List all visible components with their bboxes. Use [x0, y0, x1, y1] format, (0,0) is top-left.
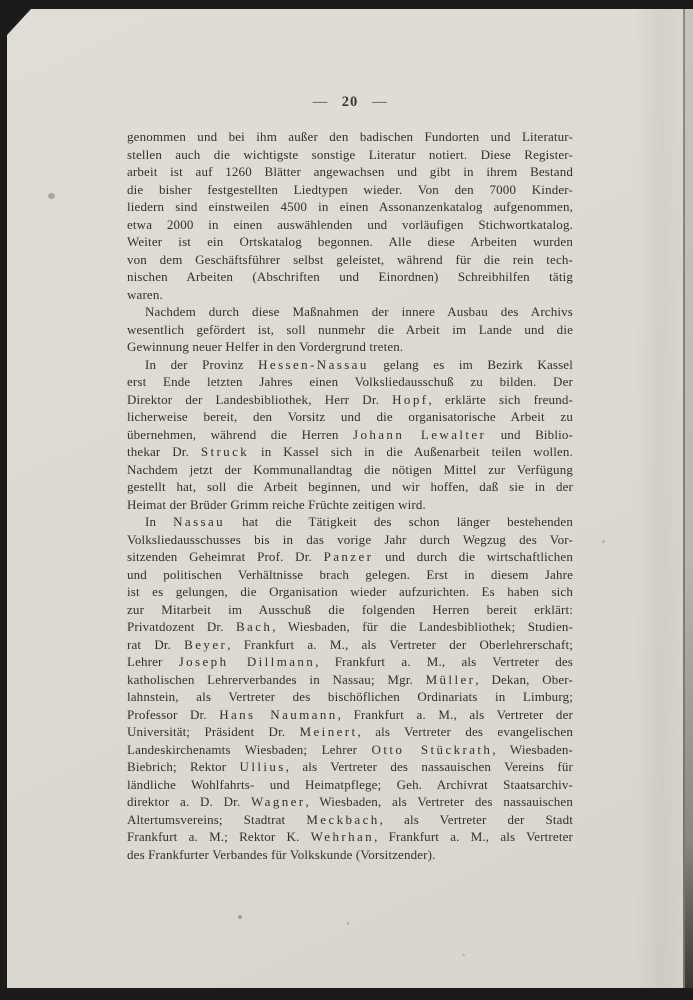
text-segment: , Wiesbaden, als Vertreter des nassauischen — [305, 794, 573, 809]
spaced-name: Ullius — [239, 759, 286, 774]
text-line — [127, 496, 573, 514]
text-line — [127, 198, 573, 216]
page-stack-edge — [685, 9, 693, 988]
text-line — [127, 216, 573, 234]
text-segment: rat Dr. — [127, 636, 185, 652]
text-block — [127, 128, 573, 863]
text-segment: , als Vertreter der Stadt — [379, 811, 573, 827]
text-segment: des Frankfurter Verbandes für Volkskunde (Vorsitzender). — [127, 846, 436, 862]
paragraph — [127, 303, 573, 356]
text-line — [127, 128, 573, 146]
text-line — [127, 601, 573, 619]
text-segment: In — [145, 514, 174, 529]
text-segment: direktor a. D. Dr. — [127, 794, 252, 809]
paper-speck — [347, 922, 349, 925]
paper-speck — [48, 193, 55, 199]
text-line — [127, 461, 573, 479]
text-line — [127, 513, 573, 531]
text-line — [127, 636, 573, 654]
paper-speck — [238, 915, 242, 919]
paper-speck — [602, 540, 605, 543]
text-segment: Nachdem durch diese Maßnahmen der innere Ausbau des Archivs — [145, 304, 573, 319]
text-segment: wesentlich gefördert ist, soll nunmehr die Arbeit im Lande und die — [127, 321, 573, 337]
text-segment: Landeskirchenamts Wiesbaden; Lehrer — [127, 741, 372, 757]
text-segment: thekar Dr. — [127, 444, 201, 459]
text-segment: waren. — [127, 286, 163, 302]
text-line — [127, 478, 573, 496]
text-line — [127, 671, 573, 689]
text-segment: , Dekan, Ober- — [475, 671, 573, 687]
text-segment: Direktor der Landesbibliothek, Herr Dr. — [127, 391, 393, 407]
text-segment: übernehmen, während die Herren — [127, 426, 353, 442]
text-line — [127, 181, 573, 199]
text-line — [127, 776, 573, 794]
spaced-name: Joseph Dillmann — [178, 654, 316, 669]
text-segment: gelang es im Bezirk Kassel — [368, 356, 573, 372]
text-segment: sitzenden Geheimrat Prof. Dr. — [127, 549, 324, 564]
text-line — [127, 356, 573, 374]
text-line — [127, 566, 573, 584]
text-segment: liedern sind einstweilen 4500 in einen Assonanzenkatalog aufgenommen, — [127, 199, 573, 214]
paragraph — [127, 356, 573, 514]
paragraph — [127, 128, 573, 303]
spaced-name: Struck — [200, 444, 250, 459]
text-segment: Lehrer — [127, 654, 179, 669]
page-header — [127, 94, 573, 111]
spaced-name: Wehrhan — [310, 829, 375, 844]
text-segment: ländliche Wohlfahrts- und Heimatpflege; Geh. Archivrat Staatsarchiv- — [127, 776, 573, 792]
text-line — [127, 688, 573, 706]
text-line — [127, 846, 573, 864]
text-line — [127, 426, 573, 444]
header-dash-left: — — [312, 94, 328, 110]
paragraph — [127, 513, 573, 863]
text-segment: Volksliedausschusses bis in das vorige Jahr durch Wegzug des Vor- — [127, 531, 573, 547]
text-segment: , Frankfurt a. M., als Vertreter des — [315, 654, 573, 669]
text-line — [127, 828, 573, 846]
spaced-name: Nassau — [173, 514, 226, 529]
text-line — [127, 758, 573, 776]
text-segment: katholischen Lehrerverbandes in Nassau; Mgr. — [127, 671, 426, 687]
spaced-name: Hans Naumann — [219, 706, 338, 722]
text-segment: von dem Geschäftsführer selbst geleistet, während für die rein tech- — [127, 251, 573, 267]
text-segment: , Frankfurt a. M., als Vertreter der — [337, 706, 573, 722]
book-page — [7, 9, 683, 988]
page-number: 20 — [341, 94, 359, 110]
text-segment: , Wiesbaden, für die Landesbibliothek; Studien- — [272, 619, 573, 634]
text-line — [127, 618, 573, 636]
text-line — [127, 706, 573, 724]
text-line — [127, 373, 573, 391]
text-segment: , Frankfurt a. M., als Vertreter der Oberlehrerschaft; — [227, 636, 573, 652]
text-line — [127, 303, 573, 321]
text-segment: erst Ende letzten Jahres einen Volksliedausschuß zu bilden. Der — [127, 374, 573, 389]
text-line — [127, 391, 573, 409]
text-segment: genommen und bei ihm außer den badischen Fundorten und Literatur- — [127, 129, 573, 144]
text-segment: und durch die wirtschaftlichen — [373, 549, 573, 564]
text-segment: hat die Tätigkeit des schon länger bestehenden — [225, 514, 573, 529]
text-segment: Weiter ist ein Ortskatalog begonnen. Alle diese Arbeiten wurden — [127, 234, 573, 249]
text-segment: Privatdozent Dr. — [127, 619, 236, 634]
text-line — [127, 723, 573, 741]
text-line — [127, 233, 573, 251]
text-line — [127, 321, 573, 339]
text-segment: , Frankfurt a. M., als Vertreter — [374, 829, 573, 844]
spaced-name: Bach — [235, 619, 273, 634]
text-line — [127, 163, 573, 181]
text-segment: Universität; Präsident Dr. — [127, 724, 300, 739]
text-line — [127, 741, 573, 759]
text-segment: , erklärte sich freund- — [428, 391, 573, 407]
text-line — [127, 793, 573, 811]
text-line — [127, 583, 573, 601]
text-segment: lahnstein, als Vertreter des bischöflichen Ordinariats in Limburg; — [127, 689, 573, 704]
text-segment: die bisher festgestellten Liedtypen wieder. Von den 7000 Kinder- — [127, 181, 573, 197]
text-segment: Altertumsvereins; Stadtrat — [127, 811, 307, 827]
spaced-name: Wagner — [251, 794, 306, 809]
spaced-name: Hopf — [392, 391, 429, 407]
text-segment: Gewinnung neuer Helfer in den Vordergrund treten. — [127, 339, 404, 354]
text-segment: , Wiesbaden- — [492, 741, 573, 757]
spaced-name: Beyer — [184, 636, 228, 652]
text-line — [127, 531, 573, 549]
text-segment: Professor Dr. — [127, 706, 220, 722]
text-line — [127, 548, 573, 566]
text-segment: zur Mitarbeit im Ausschuß die folgenden Herren bereit erklärt: — [127, 601, 573, 617]
text-segment: gestellt hat, soll die Arbeit beginnen, und wir hoffen, daß sie in der — [127, 479, 573, 494]
text-line — [127, 443, 573, 461]
text-line — [127, 251, 573, 269]
text-segment: arbeit ist auf 1260 Blätter angewachsen und gibt in ihrem Bestand — [127, 164, 573, 179]
spaced-name: Panzer — [323, 549, 374, 564]
header-dash-right: — — [372, 94, 388, 110]
text-segment: nischen Arbeiten (Abschriften und Einordnen) Schreibhilfen tätig — [127, 269, 573, 284]
text-line — [127, 268, 573, 286]
text-segment: Heimat der Brüder Grimm reiche Früchte zeitigen wird. — [127, 496, 426, 512]
spaced-name: Hessen-Nassau — [258, 356, 369, 372]
text-segment: licherweise bereit, den Vorsitz und die organisatorische Arbeit zu — [127, 409, 573, 424]
spaced-name: Meinert — [299, 724, 358, 739]
text-segment: Frankfurt a. M.; Rektor K. — [127, 829, 311, 844]
text-segment: ist es gelungen, die Organisation wieder aufzurichten. Es haben sich — [127, 584, 573, 599]
text-line — [127, 338, 573, 356]
text-line — [127, 811, 573, 829]
spaced-name: Otto Stückrath — [371, 741, 493, 757]
spaced-name: Meckbach — [306, 811, 380, 827]
text-segment: Nachdem jetzt der Kommunallandtag die nötigen Mittel zur Verfügung — [127, 461, 573, 477]
spaced-name: Müller — [425, 671, 476, 687]
text-line — [127, 408, 573, 426]
text-segment: In der Provinz — [145, 356, 259, 372]
text-line — [127, 146, 573, 164]
text-line — [127, 653, 573, 671]
text-segment: Biebrich; Rektor — [127, 759, 240, 774]
text-segment: , als Vertreter des nassauischen Vereins für — [285, 759, 573, 774]
page-corner-cut — [7, 9, 31, 35]
text-segment: , als Vertreter des evangelischen — [357, 724, 573, 739]
spaced-name: Johann Lewalter — [352, 426, 487, 442]
text-segment: in Kassel sich in die Außenarbeit teilen wollen. — [249, 444, 573, 459]
paper-speck — [462, 954, 465, 956]
text-line — [127, 286, 573, 304]
text-segment: und Biblio- — [486, 426, 573, 442]
text-segment: stellen auch die wichtigste sonstige Literatur notiert. Diese Register- — [127, 146, 573, 162]
text-segment: etwa 2000 in einen auswählenden und vorläufigen Stichwortkatalog. — [127, 216, 573, 232]
text-segment: und politischen Verhältnisse brach gelegen. Erst in diesem Jahre — [127, 566, 573, 582]
